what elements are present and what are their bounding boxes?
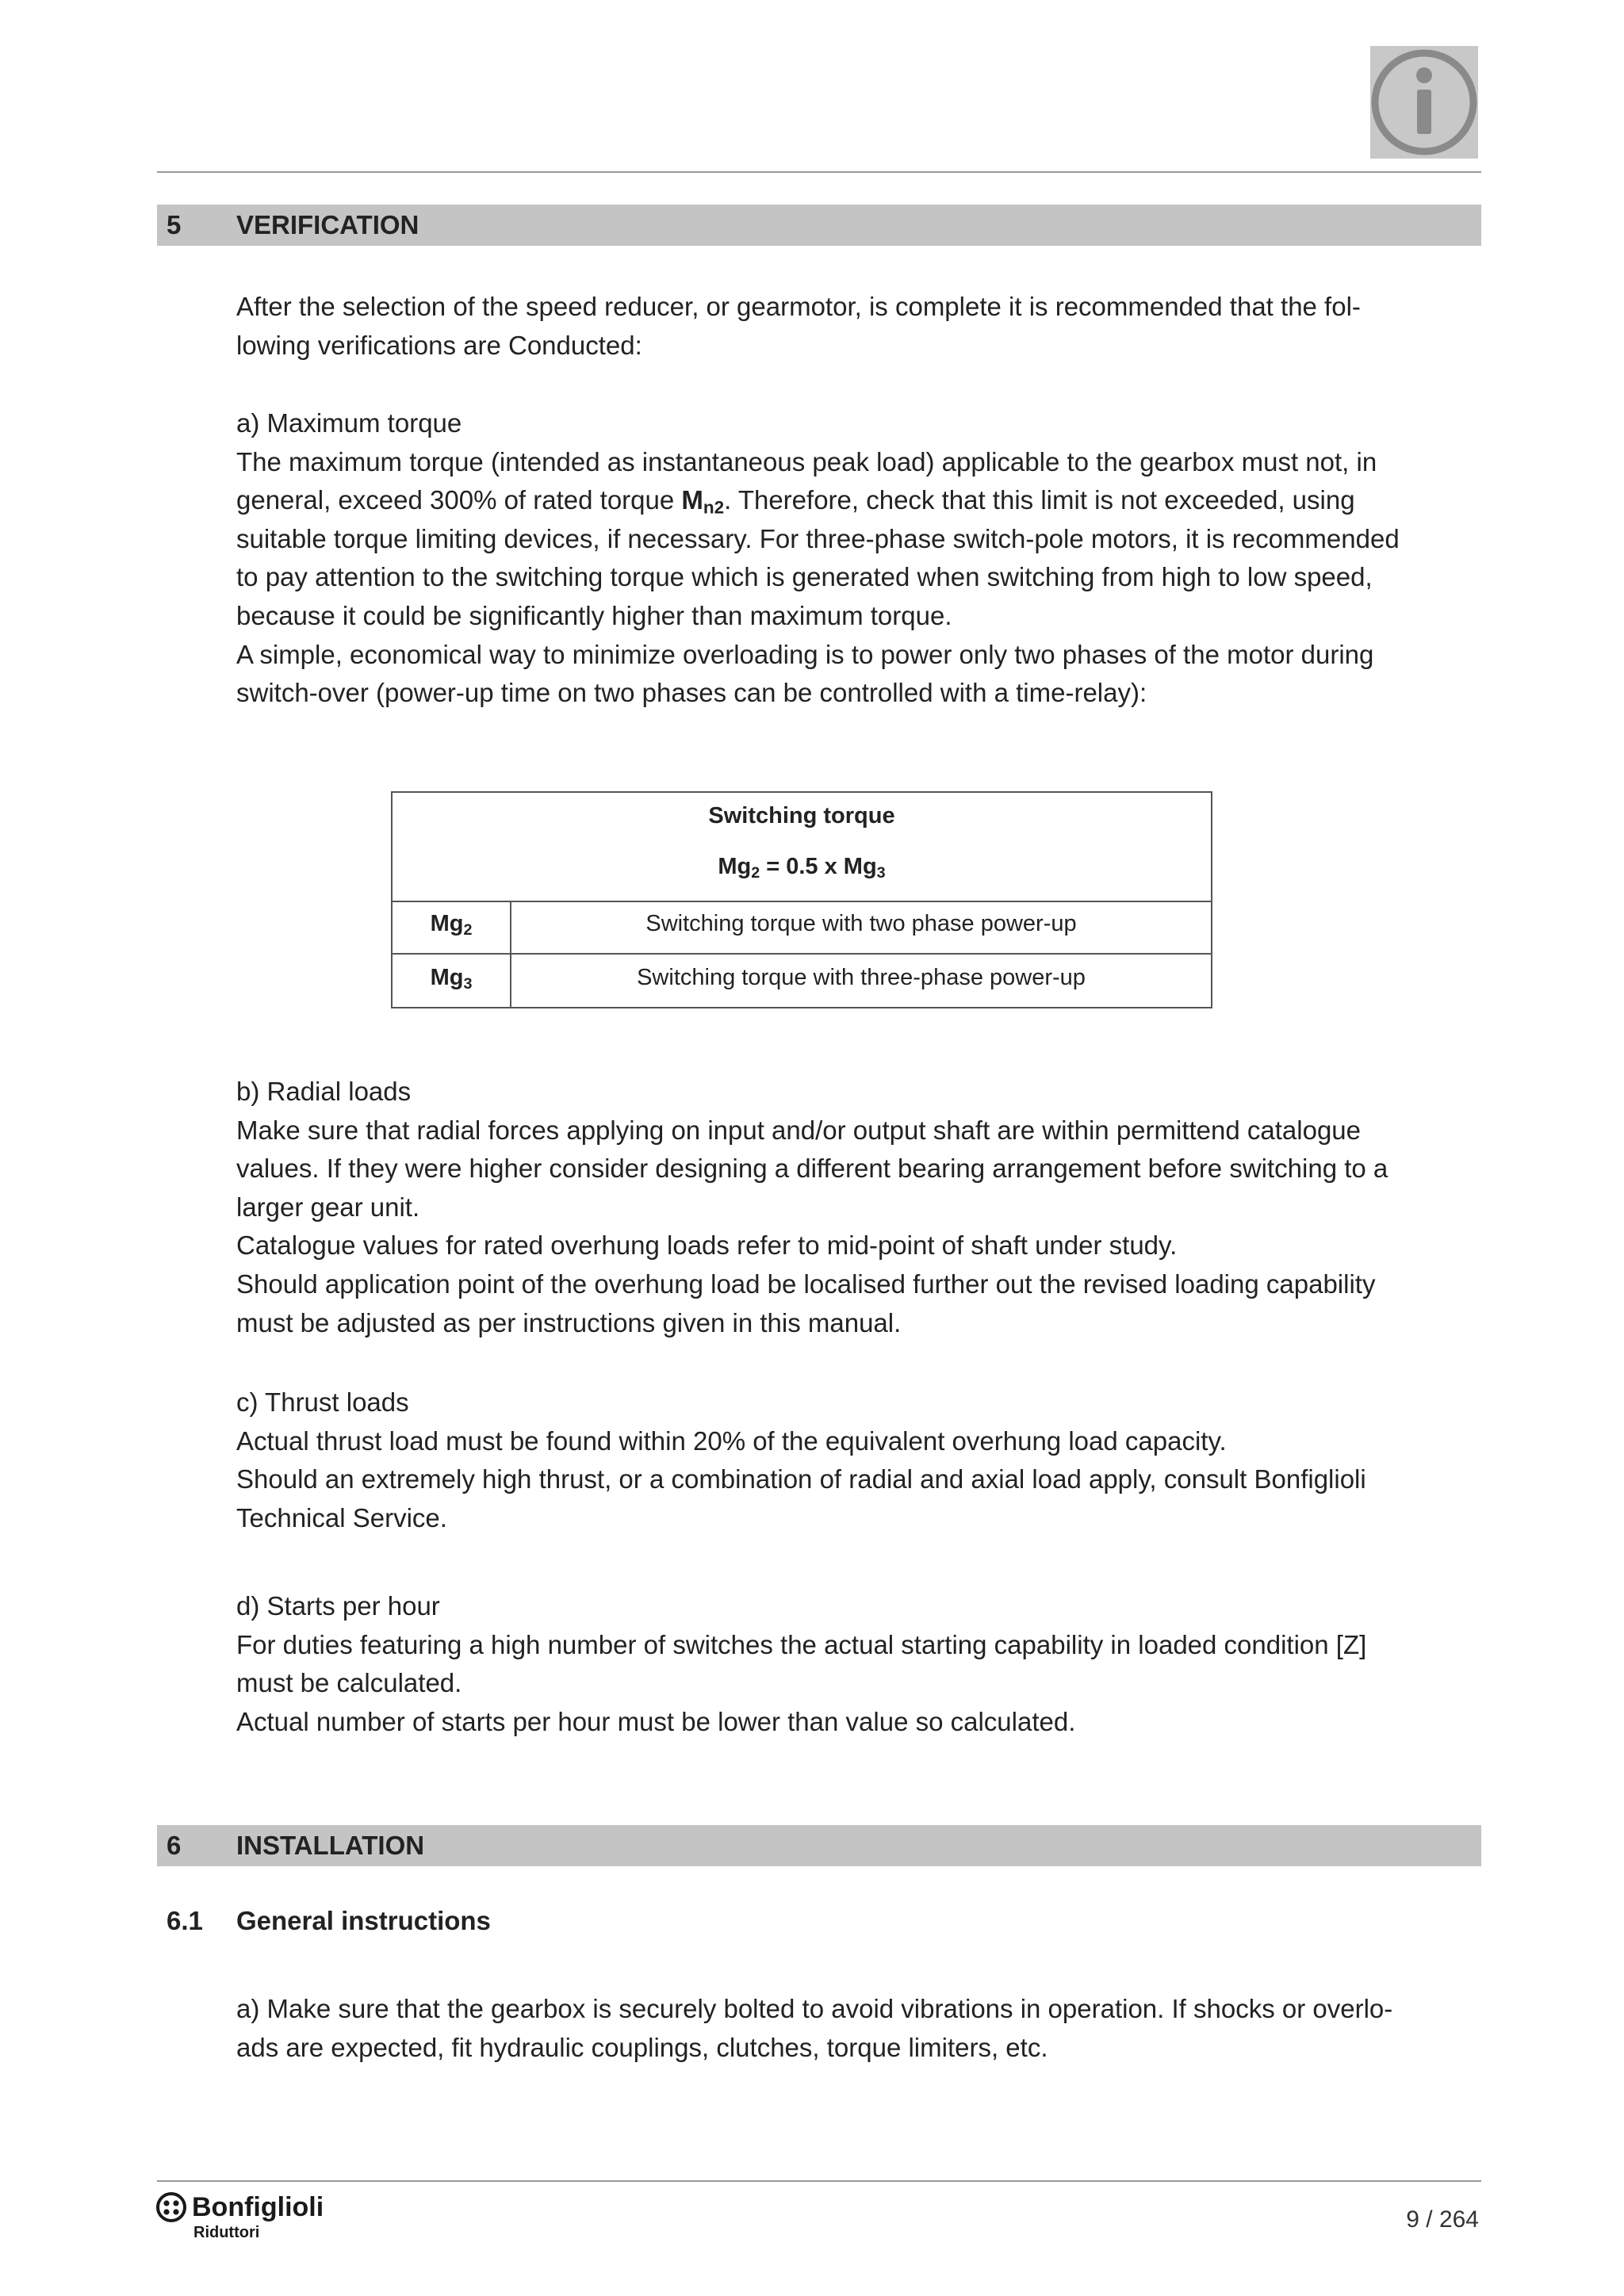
symbol-subscript: 2	[463, 920, 473, 939]
logo-mark-icon	[155, 2191, 187, 2223]
text-line: A simple, economical way to minimize overloading is to power only two phases of the motor during	[236, 639, 1374, 669]
text-line: Should application point of the overhung load be localised further out the revised loading capability	[236, 1269, 1376, 1299]
page-number: 9 / 264	[1406, 2206, 1479, 2233]
symbol-letter: Mg	[430, 965, 464, 990]
subsection-title: General instructions	[236, 1906, 491, 1935]
table-title: Switching torque	[708, 803, 895, 828]
thrust-loads-paragraph	[236, 1383, 1473, 1537]
max-torque-paragraph	[236, 404, 1473, 713]
text-line: because it could be significantly higher than maximum torque.	[236, 600, 952, 630]
symbol-letter: M	[681, 485, 703, 515]
symbol-subscript: n2	[703, 497, 725, 518]
text-line: For duties featuring a high number of switches the actual starting capability in loaded condition [Z]	[236, 1629, 1367, 1659]
symbol-letter: Mg	[430, 911, 464, 936]
table-cell-description: Switching torque with two phase power-up	[645, 911, 1077, 936]
header-rule	[157, 171, 1481, 173]
rated-torque-symbol	[681, 485, 725, 518]
section-number: 5	[167, 210, 182, 239]
section-title: INSTALLATION	[236, 1831, 425, 1860]
radial-loads-paragraph	[236, 1073, 1473, 1342]
text-line: Actual number of starts per hour must be lower than value so calculated.	[236, 1706, 1076, 1736]
formula-subscript: 3	[876, 863, 886, 882]
footer-rule	[157, 2180, 1481, 2182]
formula-operator: = 0.5 x	[760, 854, 844, 879]
text-line: lowing verifications are Conducted:	[236, 330, 642, 360]
text-line: larger gear unit.	[236, 1192, 420, 1222]
text-line: must be calculated.	[236, 1668, 462, 1698]
text-line: The maximum torque (intended as instantaneous peak load) applicable to the gearbox must not, in	[236, 446, 1377, 476]
section-number: 6	[167, 1831, 182, 1860]
section-title: VERIFICATION	[236, 210, 419, 239]
text-line: After the selection of the speed reducer, or gearmotor, is complete it is recommended that the fol-	[236, 292, 1361, 321]
table-formula	[393, 850, 1211, 883]
text-line: switch-over (power-up time on two phases can be controlled with a time-relay):	[236, 678, 1147, 708]
section-heading-verification	[157, 205, 1481, 246]
text-line: Should an extremely high thrust, or a combination of radial and axial load apply, consult Bonfiglioli	[236, 1464, 1366, 1494]
table-row	[393, 955, 1211, 1008]
subsection-number: 6.1	[167, 1906, 203, 1935]
symbol-subscript: 3	[463, 974, 473, 993]
text-fragment: general, exceed 300% of rated torque	[236, 485, 682, 515]
subheading-starts-per-hour: d) Starts per hour	[236, 1591, 440, 1621]
text-line: Technical Service.	[236, 1502, 447, 1533]
text-line: Make sure that radial forces applying on input and/or output shaft are within permittend catalogue	[236, 1115, 1362, 1145]
table-row	[393, 901, 1211, 955]
formula-symbol: Mg	[718, 854, 752, 879]
text-line: a) Make sure that the gearbox is securely bolted to avoid vibrations in operation. If shocks or overlo-	[236, 1994, 1393, 2023]
brand-subtitle: Riduttori	[193, 2224, 260, 2241]
table-cell-symbol	[393, 955, 511, 1008]
info-icon	[1370, 46, 1478, 159]
text-line: ads are expected, fit hydraulic couplings, clutches, torque limiters, etc.	[236, 2032, 1048, 2062]
formula-symbol: Mg	[843, 854, 877, 879]
table-cell-symbol	[393, 901, 511, 953]
formula-subscript: 2	[751, 863, 760, 882]
subheading-radial-loads: b) Radial loads	[236, 1077, 412, 1106]
text-line: suitable torque limiting devices, if necessary. For three-phase switch-pole motors, it is recommended	[236, 523, 1400, 553]
subheading-thrust-loads: c) Thrust loads	[236, 1387, 409, 1417]
text-line: must be adjusted as per instructions given in this manual.	[236, 1307, 902, 1337]
text-line	[236, 481, 1473, 520]
table-header	[393, 793, 1211, 902]
text-line: values. If they were higher consider designing a different bearing arrangement before switching to a	[236, 1154, 1388, 1184]
brand-name: Bonfiglioli	[192, 2192, 324, 2222]
general-instructions-paragraph	[236, 1990, 1473, 2067]
intro-paragraph	[236, 288, 1473, 365]
brand-logo	[155, 2190, 346, 2245]
text-line: Actual thrust load must be found within 20% of the equivalent overhung load capacity.	[236, 1425, 1227, 1456]
table-cell-description: Switching torque with three-phase power-up	[637, 965, 1086, 990]
text-fragment: . Therefore, check that this limit is not exceeded, using	[724, 485, 1355, 515]
text-line: Catalogue values for rated overhung loads refer to mid-point of shaft under study.	[236, 1230, 1178, 1261]
section-heading-installation	[157, 1825, 1481, 1866]
starts-per-hour-paragraph	[236, 1587, 1473, 1741]
text-line: to pay attention to the switching torque which is generated when switching from high to low speed,	[236, 562, 1373, 592]
switching-torque-table	[391, 791, 1212, 1008]
subheading-max-torque: a) Maximum torque	[236, 408, 462, 438]
